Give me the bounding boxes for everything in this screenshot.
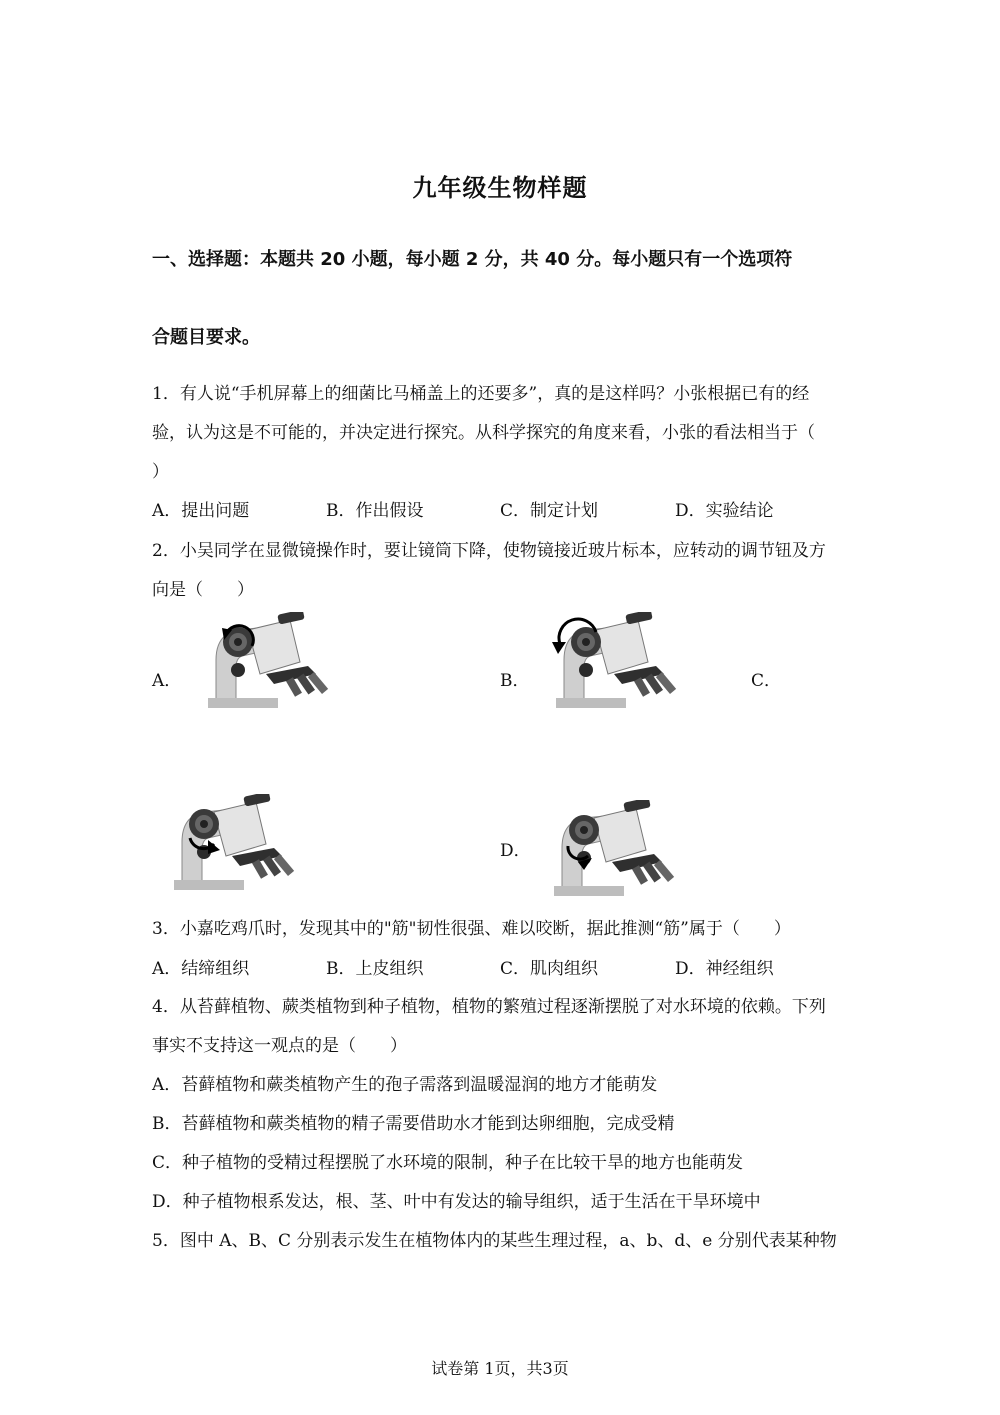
page-footer: 试卷第 1页，共3页: [431, 1359, 569, 1378]
q3-line1: 3．小嘉吃鸡爪时，发现其中的"筋"韧性很强、难以咬断，据此推测“筋”属于（ ）: [152, 919, 791, 939]
q3-option-d: D．神经组织: [675, 959, 774, 979]
microscope-c-image: [174, 794, 304, 890]
microscope-d-image: [548, 800, 688, 896]
q3-option-c: C．肌肉组织: [500, 959, 599, 979]
q4-line2: 事实不支持这一观点的是（ ）: [152, 1036, 407, 1056]
page-title: 九年级生物样题: [412, 174, 588, 202]
section-heading-line1: 一、选择题：本题共 20 小题，每小题 2 分，共 40 分。每小题只有一个选项符: [152, 249, 793, 270]
q2-label-b: B．: [500, 671, 530, 691]
q1-option-b: B．作出假设: [326, 501, 424, 521]
q4-option-b: B．苔藓植物和蕨类植物的精子需要借助水才能到达卵细胞，完成受精: [152, 1114, 675, 1134]
down-arrow-icon: [208, 840, 220, 854]
q1-line2: 验，认为这是不可能的，并决定进行探究。从科学探究的角度来看，小张的看法相当于（: [152, 423, 815, 443]
q2-line2: 向是（ ）: [152, 580, 254, 600]
q3-option-a: A．结缔组织: [152, 959, 250, 979]
q2-label-a: A．: [152, 671, 182, 691]
q1-option-a: A．提出问题: [152, 501, 250, 521]
q4-line1: 4．从苔藓植物、蕨类植物到种子植物，植物的繁殖过程逐渐摆脱了对水环境的依赖。下列: [152, 997, 826, 1017]
q5-line1: 5．图中 A、B、C 分别表示发生在植物体内的某些生理过程，a、b、d、e 分别代表某种物: [152, 1231, 837, 1251]
q2-line1: 2．小吴同学在显微镜操作时，要让镜筒下降，使物镜接近玻片标本，应转动的调节钮及方: [152, 541, 826, 561]
q1-line1: 1．有人说“手机屏幕上的细菌比马桶盖上的还要多”，真的是这样吗？小张根据已有的经: [152, 384, 810, 404]
q1-option-c: C．制定计划: [500, 501, 599, 521]
microscope-b-image: [548, 612, 688, 708]
q2-label-d: D．: [500, 841, 531, 861]
section-heading-line2: 合题目要求。: [152, 327, 260, 348]
q3-option-b: B．上皮组织: [326, 959, 424, 979]
q1-option-d: D．实验结论: [675, 501, 774, 521]
microscope-a-image: [208, 612, 338, 708]
q4-option-c: C．种子植物的受精过程摆脱了水环境的限制，种子在比较干旱的地方也能萌发: [152, 1153, 744, 1173]
counterclockwise-arrow-icon: [552, 642, 566, 654]
q1-line3: ）: [152, 462, 169, 482]
q4-option-d: D．种子植物根系发达，根、茎、叶中有发达的输导组织，适于生活在干旱环境中: [152, 1192, 761, 1212]
q4-option-a: A．苔藓植物和蕨类植物产生的孢子需落到温暖湿润的地方才能萌发: [152, 1075, 658, 1095]
q2-label-c: C．: [751, 671, 782, 691]
